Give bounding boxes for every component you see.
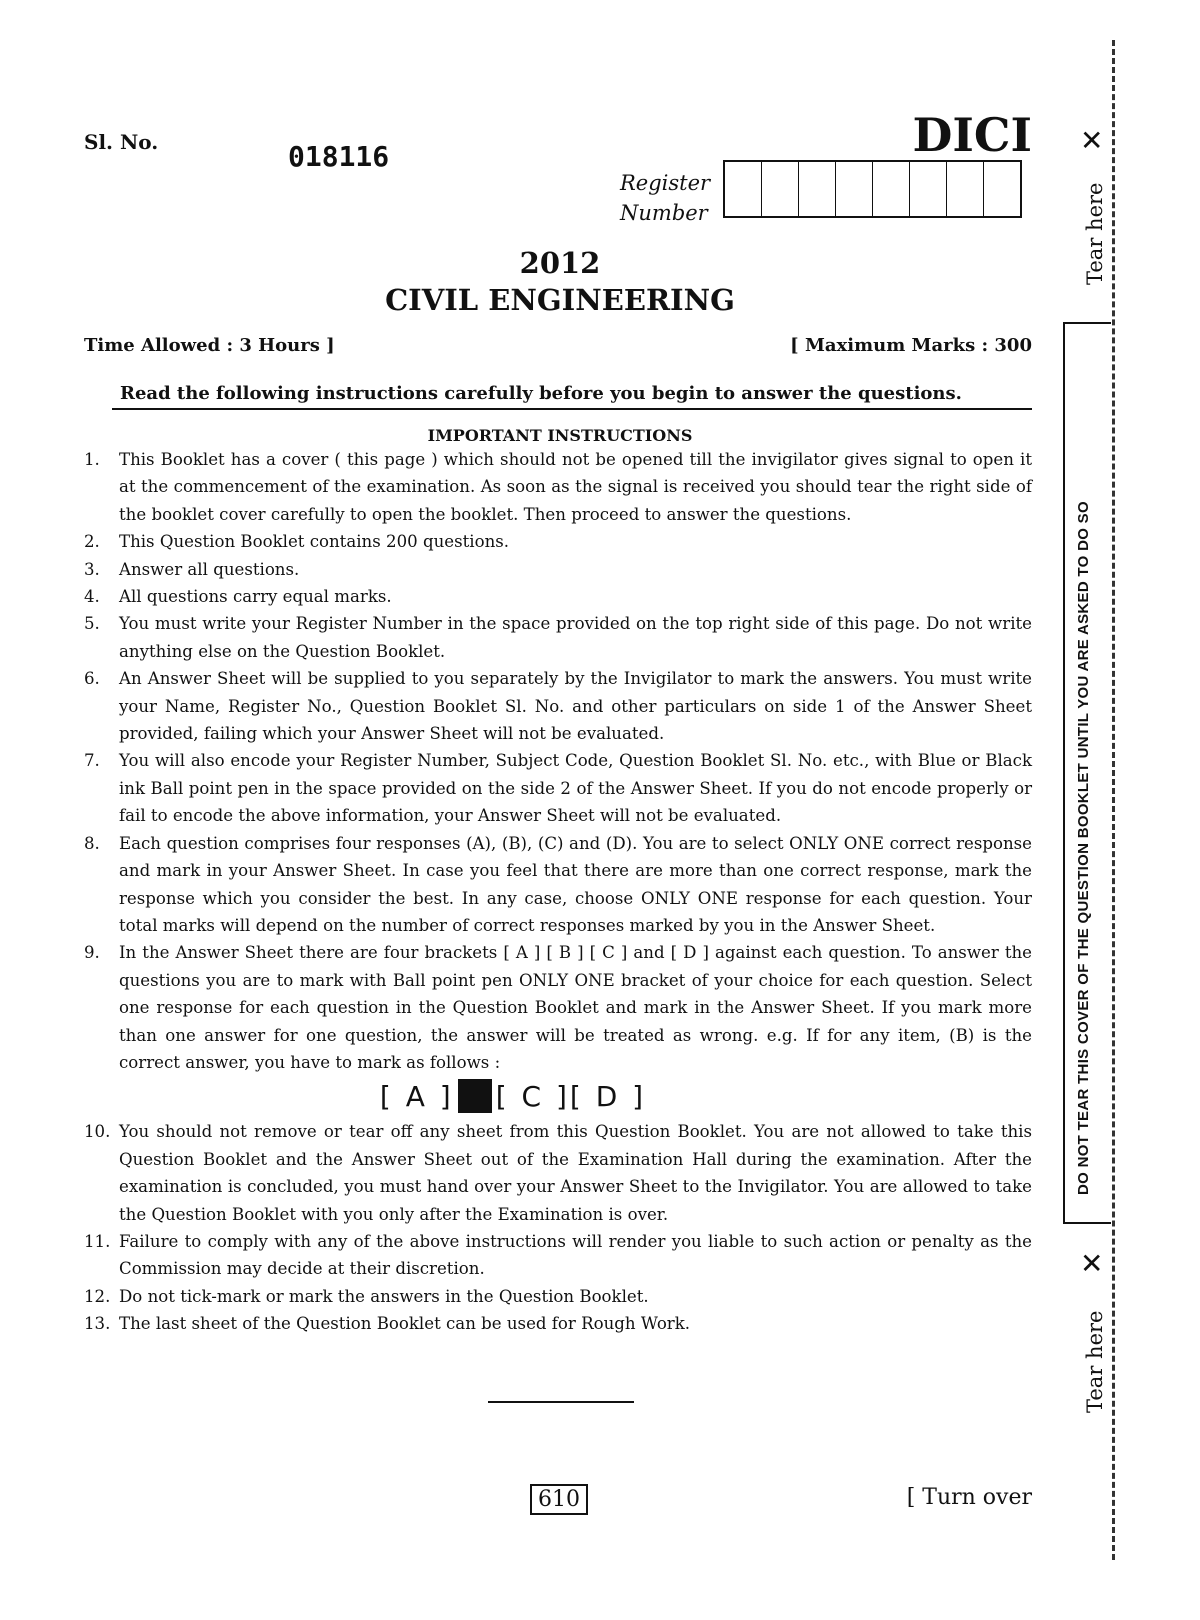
header-divider <box>112 408 1032 410</box>
register-digit-box[interactable] <box>910 162 947 216</box>
register-digit-box[interactable] <box>984 162 1020 216</box>
instruction-number: 5. <box>84 614 100 634</box>
instruction-text: An Answer Sheet will be supplied to you separately by the Invigilator to mark the answers. You must write your Name, Register No., Question Booklet Sl. No. and other particulars on side 1 of the Answer Sheet provided, failing which your Answer Sheet will not be evaluated. <box>119 669 1032 744</box>
register-digit-box[interactable] <box>799 162 836 216</box>
example-filled-bracket-b <box>458 1079 492 1113</box>
example-bracket-d: [ D ] <box>569 1079 647 1113</box>
register-label-line2: Number <box>620 201 708 225</box>
instruction-text: This Question Booklet contains 200 questions. <box>119 532 510 552</box>
example-bracket-c: [ C ] <box>495 1079 570 1113</box>
instruction-text: You will also encode your Register Number, Subject Code, Question Booklet Sl. No. etc., with Blue or Black ink Ball point pen in the space provided on the side 2 of the Answer Sheet. If you do not encode properly or fail to encode the above information, your Answer Sheet will not be evaluated. <box>119 751 1032 826</box>
register-digit-box[interactable] <box>947 162 984 216</box>
register-digit-box[interactable] <box>762 162 799 216</box>
instruction-item <box>84 1310 1032 1337</box>
instruction-text: Failure to comply with any of the above instructions will render you liable to such action or penalty as the Commission may decide at their discretion. <box>119 1231 1032 1279</box>
maximum-marks: [ Maximum Marks : 300 <box>790 335 1032 356</box>
instruction-text: Answer all questions. <box>119 559 300 579</box>
do-not-tear-warning: DO NOT TEAR THIS COVER OF THE QUESTION BOOKLET UNTIL YOU ARE ASKED TO DO SO <box>1075 501 1092 1195</box>
instruction-number: 6. <box>84 669 100 689</box>
instruction-item <box>84 528 1032 555</box>
serial-number-label: Sl. No. <box>84 130 159 154</box>
instruction-item <box>84 665 1032 747</box>
serial-number: 018116 <box>288 140 390 173</box>
instruction-item <box>84 1228 1032 1283</box>
instruction-number: 8. <box>84 833 100 853</box>
instruction-number: 1. <box>84 450 100 469</box>
instruction-number: 7. <box>84 751 100 771</box>
scissor-cross-icon: ✕ <box>1080 124 1104 157</box>
tear-line[interactable] <box>1112 40 1115 1560</box>
instruction-number: 3. <box>84 559 100 579</box>
register-number-boxes[interactable] <box>723 160 1022 218</box>
instruction-number: 13. <box>84 1314 111 1334</box>
instruction-item <box>84 1283 1032 1310</box>
instruction-item <box>84 1118 1032 1228</box>
instruction-text: You must write your Register Number in the space provided on the top right side of this page. Do not write anything else on the Question Booklet. <box>119 614 1032 661</box>
instructions-list <box>84 446 1032 1338</box>
instruction-item <box>84 446 1032 528</box>
instruction-number: 2. <box>84 532 100 552</box>
page-number: 610 <box>530 1484 588 1515</box>
turn-over-note: [ Turn over <box>906 1485 1032 1510</box>
tear-here-label-top: Tear here <box>1083 182 1107 285</box>
example-bracket-a: [ A ] <box>379 1079 454 1113</box>
exam-year: 2012 <box>519 246 601 280</box>
register-digit-box[interactable] <box>873 162 910 216</box>
instruction-text: This Booklet has a cover ( this page ) which should not be opened till the invigilator gives signal to open it at the commencement of the examination. As soon as the signal is received you should tear the right side of the booklet cover carefully to open the booklet. Then proceed to answer the questions. <box>119 450 1032 524</box>
tear-here-label-bottom: Tear here <box>1083 1310 1107 1413</box>
answer-marking-example <box>0 1076 1032 1116</box>
instruction-text: In the Answer Sheet there are four brackets [ A ] [ B ] [ C ] and [ D ] against each question. To answer the questions you are to mark with Ball point pen ONLY ONE bracket of your choice for each question. Select one response for each question in the Question Booklet and mark in the Answer Sheet. If you mark more than one answer for one question, the answer will be treated as wrong. e.g. If for any item, (B) is the correct answer, you have to mark as follows : <box>119 943 1032 1072</box>
time-allowed: Time Allowed : 3 Hours ] <box>84 335 335 356</box>
subject-title: CIVIL ENGINEERING <box>385 283 735 317</box>
instruction-text: The last sheet of the Question Booklet can be used for Rough Work. <box>119 1314 691 1334</box>
instruction-item <box>84 583 1032 610</box>
important-instructions-heading: IMPORTANT INSTRUCTIONS <box>427 426 693 445</box>
instruction-item <box>84 939 1032 1076</box>
register-digit-box[interactable] <box>725 162 762 216</box>
end-divider <box>488 1401 634 1403</box>
instruction-number: 4. <box>84 587 100 607</box>
register-number-label <box>620 168 710 228</box>
instruction-number: 11. <box>84 1231 111 1251</box>
instruction-text: You should not remove or tear off any sheet from this Question Booklet. You are not allowed to take this Question Booklet and the Answer Sheet out of the Examination Hall during the examination. After the examination is concluded, you must hand over your Answer Sheet to the Invigilator. You are allowed to take the Question Booklet with you only after the Examination is over. <box>119 1122 1032 1224</box>
instruction-text: All questions carry equal marks. <box>119 587 392 607</box>
instruction-number: 12. <box>84 1286 111 1306</box>
instruction-item <box>84 556 1032 583</box>
instruction-number: 9. <box>84 943 100 963</box>
instruction-number: 10. <box>84 1122 111 1142</box>
read-instructions-note: Read the following instructions carefully before you begin to answer the questions. <box>120 383 962 404</box>
register-digit-box[interactable] <box>836 162 873 216</box>
instruction-text: Each question comprises four responses (A), (B), (C) and (D). You are to select ONLY ONE correct response and mark in your Answer Sheet. In case you feel that there are more than one correct response, mark the response which you consider the best. In any case, choose ONLY ONE response for each question. Your total marks will depend on the number of correct responses marked by you in the Answer Sheet. <box>119 833 1032 935</box>
instruction-text: Do not tick-mark or mark the answers in the Question Booklet. <box>119 1286 649 1306</box>
register-label-line1: Register <box>620 171 711 195</box>
scissor-cross-icon: ✕ <box>1080 1247 1104 1280</box>
instruction-item <box>84 610 1032 665</box>
instruction-item <box>84 747 1032 829</box>
booklet-code: DICI <box>912 108 1032 162</box>
instruction-item <box>84 830 1032 940</box>
